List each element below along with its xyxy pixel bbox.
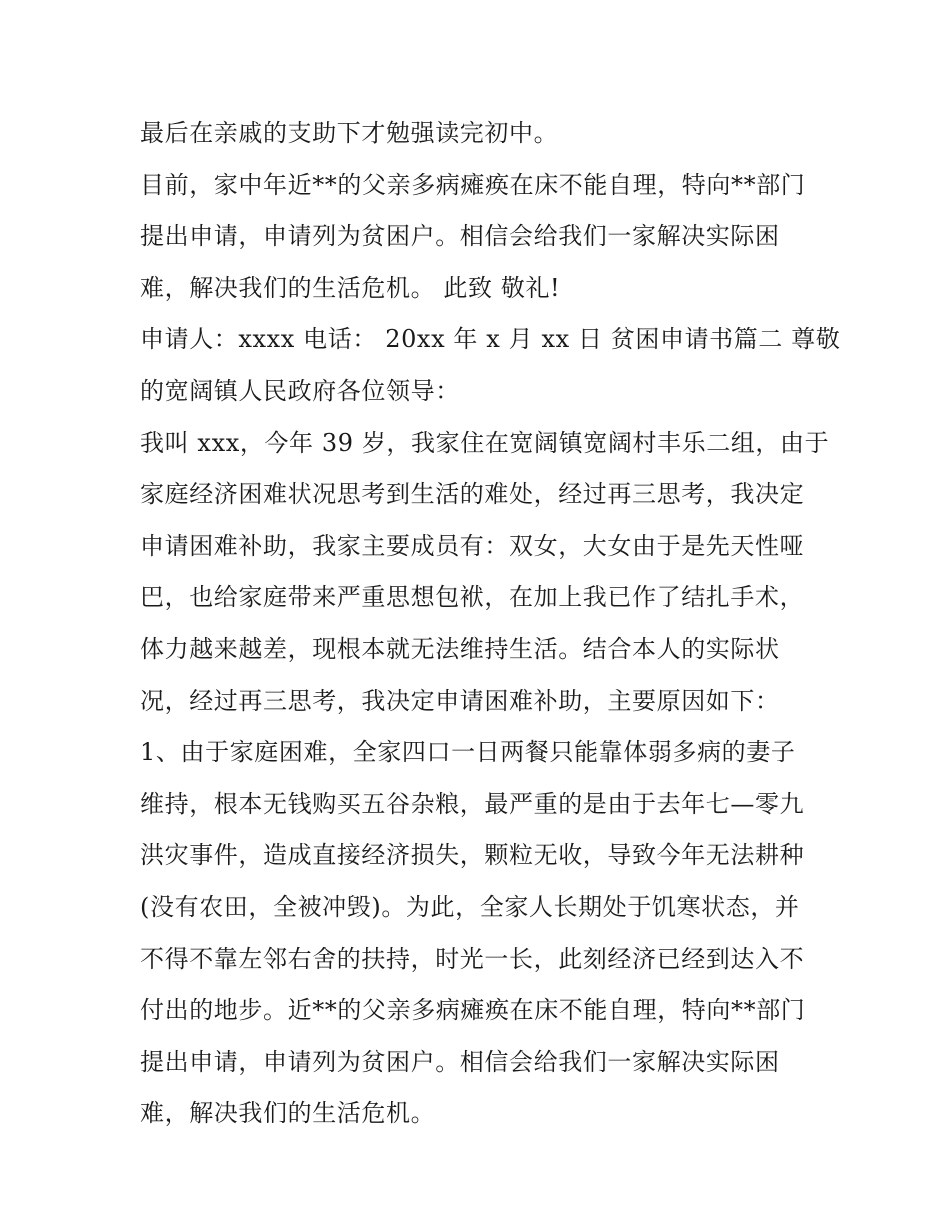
text-line: 难，解决我们的生活危机。 此致 敬礼! <box>140 273 561 302</box>
text-line: 况，经过再三思考，我决定申请困难补助，主要原因如下： <box>140 686 780 715</box>
text-line: 我叫 xxx，今年 39 岁，我家住在宽阔镇宽阔村丰乐二组，由于 <box>140 428 830 457</box>
text-line: 提出申请，申请列为贫困户。相信会给我们一家解决实际困 <box>140 1047 780 1076</box>
text-line: 巴，也给家庭带来严重思想包袱，在加上我已作了结扎手术， <box>140 583 805 612</box>
text-line: 体力越来越差，现根本就无法维持生活。结合本人的实际状 <box>140 634 780 663</box>
text-line: 1、由于家庭困难，全家四口一日两餐只能靠体弱多病的妻子 <box>140 738 796 767</box>
text-line: 难，解决我们的生活危机。 <box>140 1099 436 1128</box>
text-line: 付出的地步。近**的父亲多病瘫痪在床不能自理，特向**部门 <box>140 996 806 1025</box>
text-line: 维持，根本无钱购买五谷杂粮，最严重的是由于去年七—零九 <box>140 789 805 818</box>
text-line: 洪灾事件，造成直接经济损失，颗粒无收，导致今年无法耕种 <box>140 841 805 870</box>
text-line: 的宽阔镇人民政府各位领导： <box>140 376 460 405</box>
text-line: 家庭经济困难状况思考到生活的难处，经过再三思考，我决定 <box>140 480 805 509</box>
document-body <box>140 108 841 1140</box>
text-line: 最后在亲戚的支助下才勉强读完初中。 <box>140 119 559 147</box>
text-line: 目前，家中年近**的父亲多病瘫痪在床不能自理，特向**部门 <box>140 170 806 199</box>
text-line: 申请困难补助，我家主要成员有：双女，大女由于是先天性哑 <box>140 531 805 560</box>
text-line: (没有农田，全被冲毁)。为此，全家人长期处于饥寒状态，并 <box>140 892 800 921</box>
text-line: 不得不靠左邻右舍的扶持，时光一长，此刻经济已经到达入不 <box>140 944 805 973</box>
text-line: 申请人：xxxx 电话： 20xx 年 x 月 xx 日 贫困申请书篇二 尊敬 <box>140 325 841 354</box>
text-line: 提出申请，申请列为贫困户。相信会给我们一家解决实际困 <box>140 222 780 251</box>
